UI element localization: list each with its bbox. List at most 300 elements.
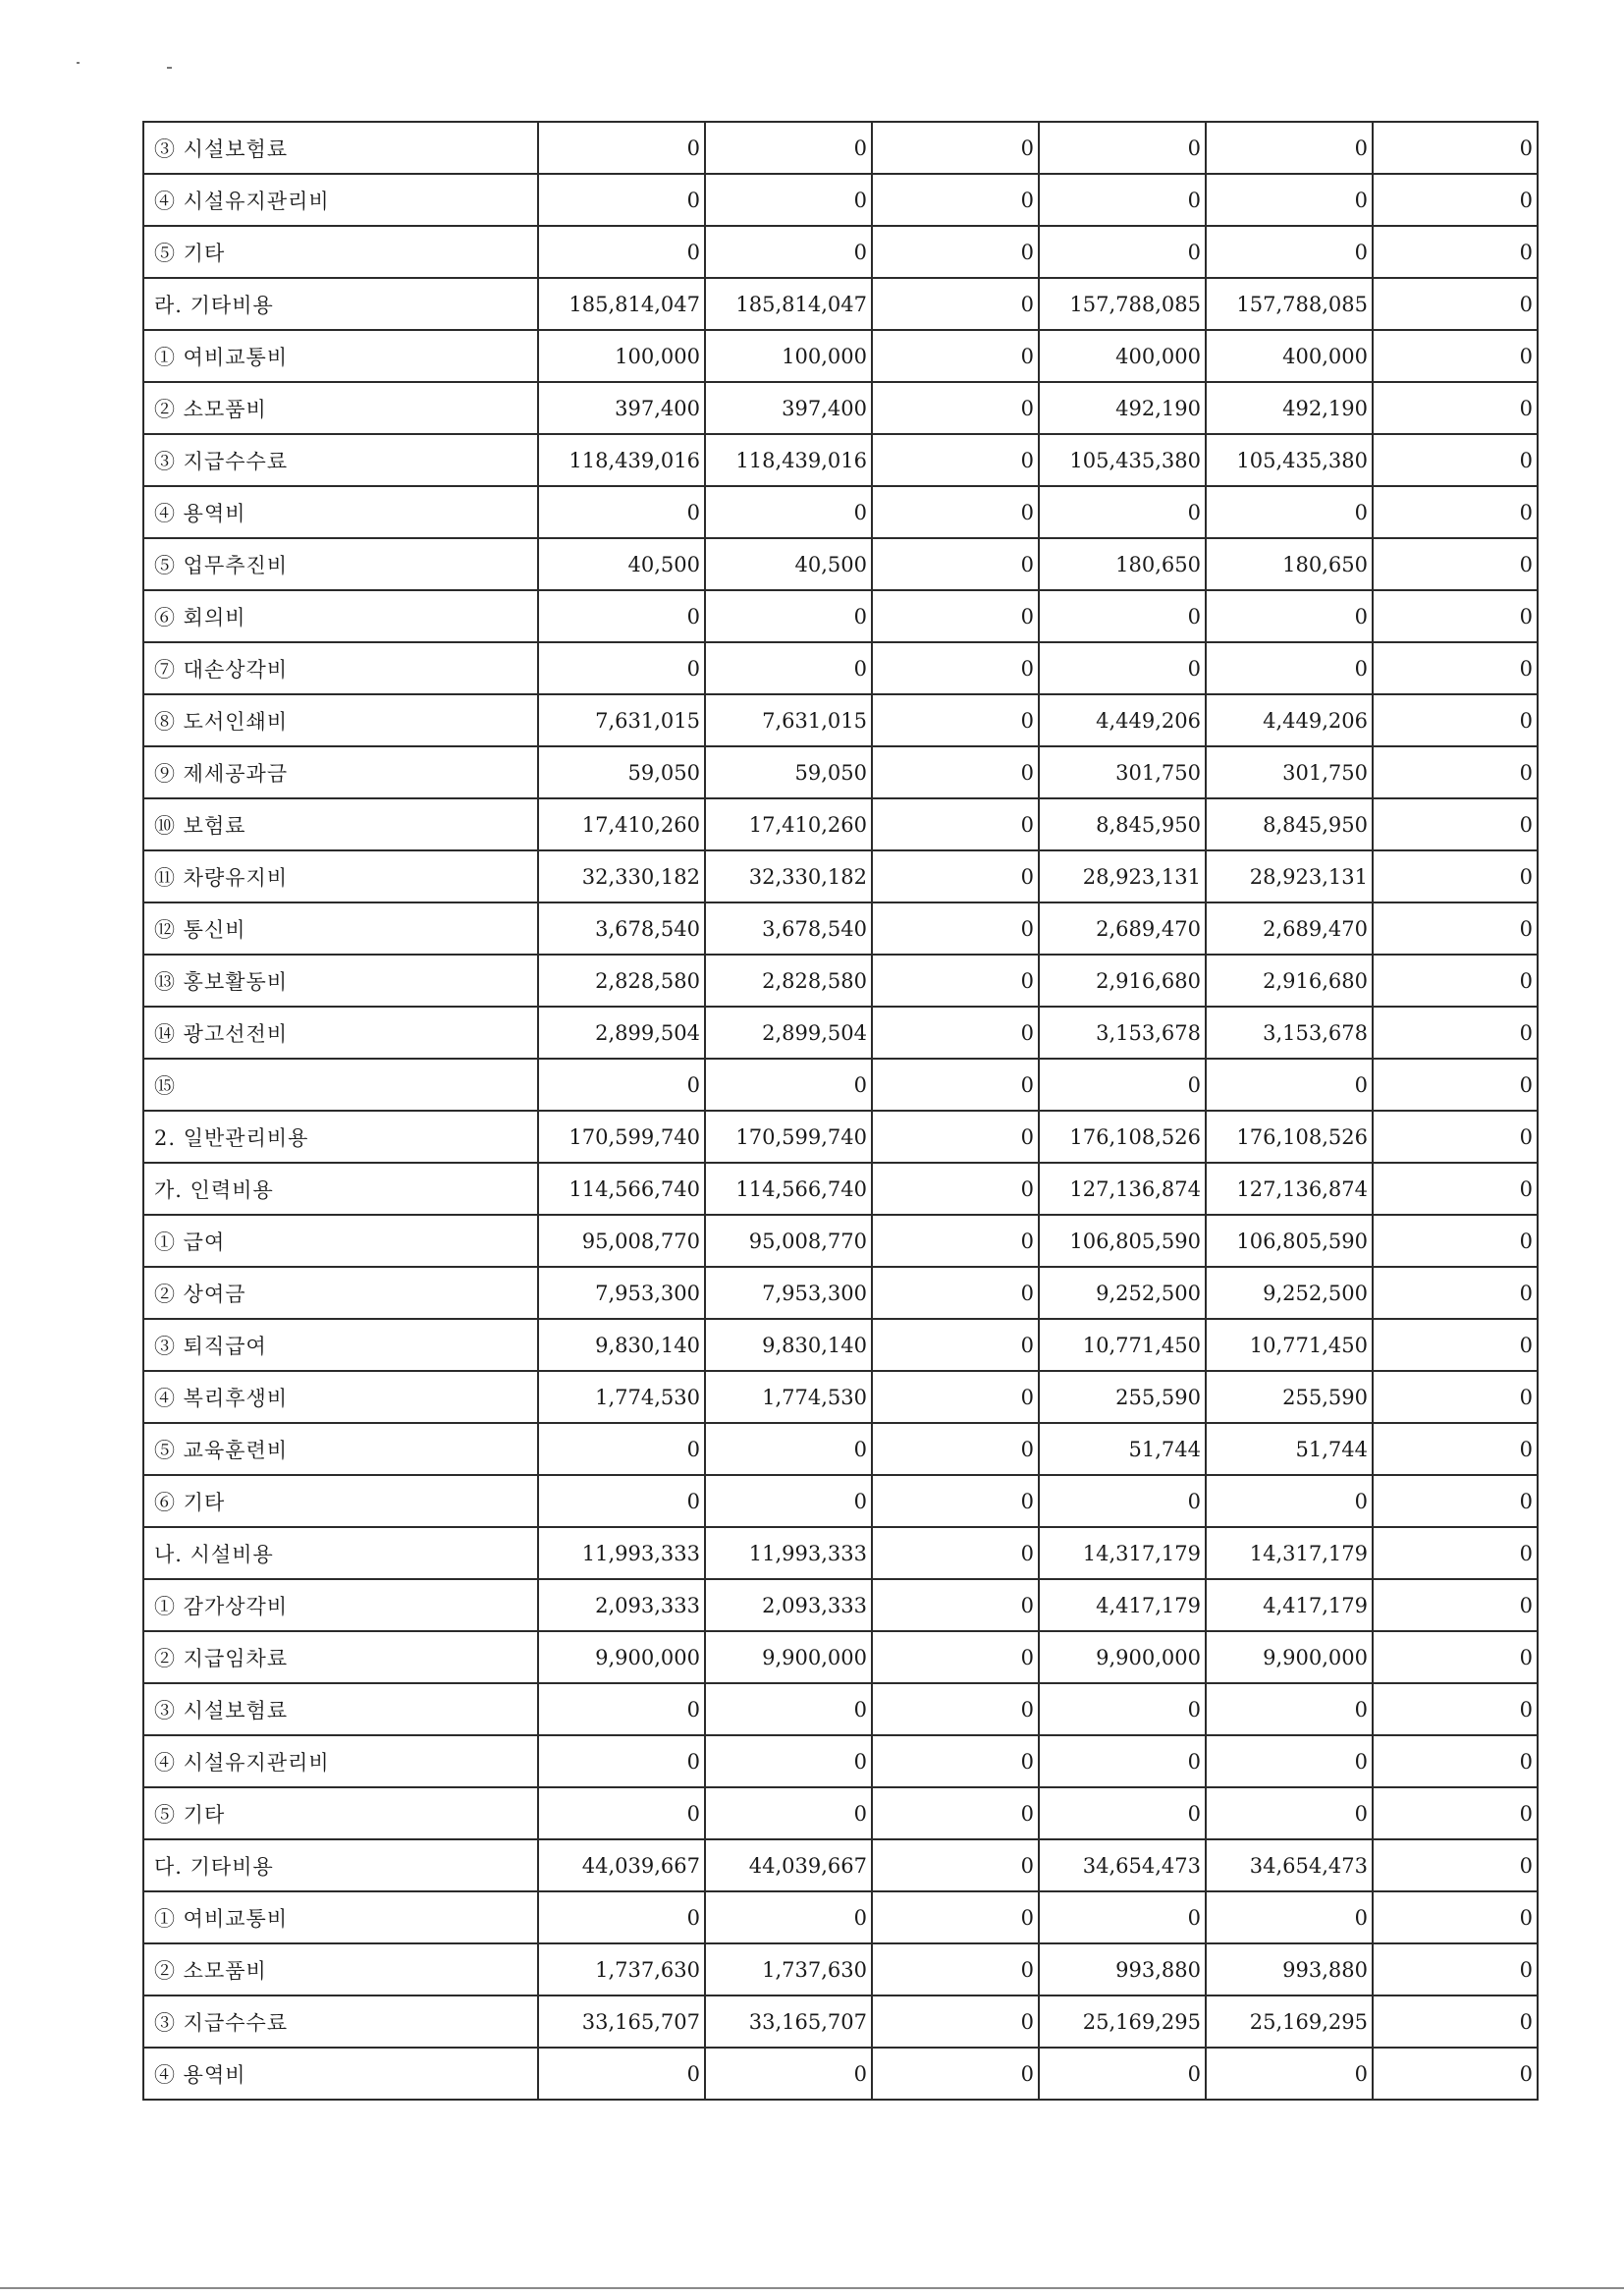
amount-cell: 0 [1206, 1891, 1373, 1943]
row-label: ⑩ 보험료 [143, 798, 538, 850]
amount-cell: 10,771,450 [1039, 1319, 1206, 1371]
amount-cell: 3,678,540 [705, 902, 872, 955]
amount-cell: 0 [705, 1423, 872, 1475]
table-row [143, 1579, 1538, 1631]
row-label: ④ 용역비 [143, 486, 538, 538]
amount-cell: 44,039,667 [705, 1839, 872, 1891]
row-label: ② 소모품비 [143, 1943, 538, 1995]
amount-cell: 0 [538, 642, 705, 694]
table-row [143, 694, 1538, 746]
amount-cell: 0 [872, 1059, 1039, 1111]
amount-cell: 0 [1373, 1995, 1538, 2048]
amount-cell: 185,814,047 [705, 278, 872, 330]
amount-cell: 0 [872, 1267, 1039, 1319]
amount-cell: 25,169,295 [1206, 1995, 1373, 2048]
table-row [143, 2048, 1538, 2100]
amount-cell: 0 [1373, 1215, 1538, 1267]
amount-cell: 0 [1039, 1475, 1206, 1527]
amount-cell: 0 [1373, 330, 1538, 382]
amount-cell: 114,566,740 [705, 1163, 872, 1215]
amount-cell: 0 [1373, 798, 1538, 850]
amount-cell: 2,899,504 [538, 1007, 705, 1059]
row-label: ⑤ 업무추진비 [143, 538, 538, 590]
amount-cell: 0 [1039, 1735, 1206, 1787]
table-row [143, 1995, 1538, 2048]
amount-cell: 7,953,300 [705, 1267, 872, 1319]
amount-cell: 0 [1373, 1735, 1538, 1787]
amount-cell: 0 [872, 1943, 1039, 1995]
expense-table [142, 121, 1539, 2101]
amount-cell: 0 [538, 174, 705, 226]
amount-cell: 400,000 [1206, 330, 1373, 382]
amount-cell: 0 [872, 434, 1039, 486]
amount-cell: 0 [872, 1163, 1039, 1215]
amount-cell: 0 [538, 226, 705, 278]
amount-cell: 0 [1373, 850, 1538, 902]
amount-cell: 2,689,470 [1039, 902, 1206, 955]
table-row [143, 746, 1538, 798]
amount-cell: 0 [1373, 1475, 1538, 1527]
amount-cell: 0 [1373, 486, 1538, 538]
amount-cell: 2,916,680 [1039, 955, 1206, 1007]
amount-cell: 0 [1373, 1111, 1538, 1163]
row-label: ① 감가상각비 [143, 1579, 538, 1631]
table-row [143, 1527, 1538, 1579]
row-label: ⑪ 차량유지비 [143, 850, 538, 902]
amount-cell: 0 [1373, 538, 1538, 590]
table-row [143, 122, 1538, 174]
row-label: 가. 인력비용 [143, 1163, 538, 1215]
row-label: ⑭ 광고선전비 [143, 1007, 538, 1059]
amount-cell: 0 [1373, 1371, 1538, 1423]
amount-cell: 9,900,000 [1206, 1631, 1373, 1683]
row-label: ① 여비교통비 [143, 330, 538, 382]
row-label: ⑥ 회의비 [143, 590, 538, 642]
amount-cell: 33,165,707 [538, 1995, 705, 2048]
row-label: ⑤ 기타 [143, 1787, 538, 1839]
amount-cell: 0 [1373, 902, 1538, 955]
table-row [143, 902, 1538, 955]
amount-cell: 0 [1206, 1735, 1373, 1787]
amount-cell: 0 [872, 1631, 1039, 1683]
amount-cell: 0 [1206, 174, 1373, 226]
amount-cell: 176,108,526 [1039, 1111, 1206, 1163]
amount-cell: 4,417,179 [1206, 1579, 1373, 1631]
row-label: ④ 시설유지관리비 [143, 1735, 538, 1787]
amount-cell: 0 [872, 330, 1039, 382]
amount-cell: 0 [705, 486, 872, 538]
amount-cell: 32,330,182 [538, 850, 705, 902]
row-label: ③ 지급수수료 [143, 1995, 538, 2048]
amount-cell: 301,750 [1039, 746, 1206, 798]
amount-cell: 0 [1039, 1787, 1206, 1839]
table-row [143, 226, 1538, 278]
row-label: ④ 용역비 [143, 2048, 538, 2100]
amount-cell: 0 [1039, 122, 1206, 174]
amount-cell: 0 [872, 1839, 1039, 1891]
amount-cell: 51,744 [1206, 1423, 1373, 1475]
amount-cell: 0 [872, 1579, 1039, 1631]
table-row [143, 330, 1538, 382]
amount-cell: 0 [872, 1007, 1039, 1059]
amount-cell: 0 [1206, 226, 1373, 278]
amount-cell: 301,750 [1206, 746, 1373, 798]
amount-cell: 185,814,047 [538, 278, 705, 330]
amount-cell: 2,828,580 [538, 955, 705, 1007]
amount-cell: 9,830,140 [538, 1319, 705, 1371]
amount-cell: 0 [705, 590, 872, 642]
amount-cell: 0 [872, 590, 1039, 642]
table-row [143, 1267, 1538, 1319]
amount-cell: 100,000 [705, 330, 872, 382]
amount-cell: 0 [1206, 1787, 1373, 1839]
row-label: ③ 시설보험료 [143, 122, 538, 174]
amount-cell: 8,845,950 [1206, 798, 1373, 850]
amount-cell: 400,000 [1039, 330, 1206, 382]
amount-cell: 0 [1373, 1059, 1538, 1111]
amount-cell: 0 [1039, 174, 1206, 226]
amount-cell: 397,400 [538, 382, 705, 434]
row-label: ③ 시설보험료 [143, 1683, 538, 1735]
table-row [143, 1423, 1538, 1475]
amount-cell: 0 [705, 1683, 872, 1735]
amount-cell: 10,771,450 [1206, 1319, 1373, 1371]
amount-cell: 0 [1206, 1475, 1373, 1527]
table-row [143, 1163, 1538, 1215]
amount-cell: 0 [705, 1735, 872, 1787]
amount-cell: 0 [1373, 1891, 1538, 1943]
amount-cell: 40,500 [705, 538, 872, 590]
amount-cell: 0 [872, 278, 1039, 330]
amount-cell: 106,805,590 [1039, 1215, 1206, 1267]
table-row [143, 1319, 1538, 1371]
amount-cell: 0 [872, 382, 1039, 434]
amount-cell: 0 [1373, 1267, 1538, 1319]
amount-cell: 95,008,770 [538, 1215, 705, 1267]
amount-cell: 0 [1373, 1631, 1538, 1683]
amount-cell: 397,400 [705, 382, 872, 434]
amount-cell: 14,317,179 [1206, 1527, 1373, 1579]
amount-cell: 7,631,015 [705, 694, 872, 746]
row-label: ③ 지급수수료 [143, 434, 538, 486]
amount-cell: 0 [1373, 1579, 1538, 1631]
amount-cell: 0 [705, 642, 872, 694]
row-label: ③ 퇴직급여 [143, 1319, 538, 1371]
row-label: ② 지급임차료 [143, 1631, 538, 1683]
table-row [143, 1475, 1538, 1527]
row-label: ⑤ 기타 [143, 226, 538, 278]
table-row [143, 1683, 1538, 1735]
amount-cell: 105,435,380 [1039, 434, 1206, 486]
amount-cell: 11,993,333 [705, 1527, 872, 1579]
amount-cell: 0 [1373, 955, 1538, 1007]
table-row [143, 1787, 1538, 1839]
amount-cell: 0 [538, 486, 705, 538]
amount-cell: 118,439,016 [705, 434, 872, 486]
amount-cell: 0 [1373, 1163, 1538, 1215]
amount-cell: 0 [1373, 1007, 1538, 1059]
amount-cell: 0 [1373, 1527, 1538, 1579]
amount-cell: 0 [1373, 122, 1538, 174]
amount-cell: 0 [872, 850, 1039, 902]
scan-speck [167, 67, 172, 69]
amount-cell: 8,845,950 [1039, 798, 1206, 850]
amount-cell: 0 [1039, 642, 1206, 694]
amount-cell: 0 [1039, 590, 1206, 642]
amount-cell: 255,590 [1206, 1371, 1373, 1423]
amount-cell: 0 [872, 902, 1039, 955]
amount-cell: 33,165,707 [705, 1995, 872, 2048]
amount-cell: 0 [872, 1475, 1039, 1527]
amount-cell: 0 [1373, 278, 1538, 330]
amount-cell: 0 [872, 1735, 1039, 1787]
amount-cell: 0 [872, 1527, 1039, 1579]
amount-cell: 95,008,770 [705, 1215, 872, 1267]
amount-cell: 0 [538, 1423, 705, 1475]
amount-cell: 0 [705, 1475, 872, 1527]
table-row [143, 382, 1538, 434]
row-label: ① 여비교통비 [143, 1891, 538, 1943]
amount-cell: 0 [872, 174, 1039, 226]
amount-cell: 0 [705, 1059, 872, 1111]
amount-cell: 17,410,260 [538, 798, 705, 850]
amount-cell: 157,788,085 [1039, 278, 1206, 330]
table-row [143, 1891, 1538, 1943]
amount-cell: 0 [872, 2048, 1039, 2100]
amount-cell: 0 [1373, 2048, 1538, 2100]
amount-cell: 2,093,333 [538, 1579, 705, 1631]
amount-cell: 0 [872, 1787, 1039, 1839]
amount-cell: 34,654,473 [1206, 1839, 1373, 1891]
amount-cell: 9,900,000 [1039, 1631, 1206, 1683]
amount-cell: 0 [872, 1891, 1039, 1943]
amount-cell: 993,880 [1206, 1943, 1373, 1995]
amount-cell: 9,900,000 [705, 1631, 872, 1683]
amount-cell: 0 [872, 746, 1039, 798]
amount-cell: 0 [1373, 1319, 1538, 1371]
amount-cell: 0 [1039, 226, 1206, 278]
amount-cell: 114,566,740 [538, 1163, 705, 1215]
row-label: ⑮ [143, 1059, 538, 1111]
amount-cell: 3,153,678 [1206, 1007, 1373, 1059]
amount-cell: 0 [1373, 174, 1538, 226]
amount-cell: 0 [872, 694, 1039, 746]
amount-cell: 170,599,740 [538, 1111, 705, 1163]
table-row [143, 1111, 1538, 1163]
amount-cell: 0 [1039, 1891, 1206, 1943]
expense-table-body [143, 122, 1538, 2100]
amount-cell: 0 [872, 955, 1039, 1007]
amount-cell: 0 [538, 1787, 705, 1839]
amount-cell: 0 [705, 1891, 872, 1943]
amount-cell: 0 [538, 1735, 705, 1787]
table-row [143, 1631, 1538, 1683]
amount-cell: 4,449,206 [1039, 694, 1206, 746]
amount-cell: 0 [872, 1215, 1039, 1267]
amount-cell: 0 [1373, 1423, 1538, 1475]
amount-cell: 0 [872, 1371, 1039, 1423]
amount-cell: 0 [1373, 1787, 1538, 1839]
amount-cell: 0 [538, 1059, 705, 1111]
amount-cell: 28,923,131 [1039, 850, 1206, 902]
amount-cell: 180,650 [1039, 538, 1206, 590]
table-row [143, 434, 1538, 486]
amount-cell: 2,828,580 [705, 955, 872, 1007]
amount-cell: 3,153,678 [1039, 1007, 1206, 1059]
amount-cell: 9,900,000 [538, 1631, 705, 1683]
amount-cell: 180,650 [1206, 538, 1373, 590]
row-label: ⑨ 제세공과금 [143, 746, 538, 798]
amount-cell: 0 [872, 1111, 1039, 1163]
amount-cell: 0 [1039, 1683, 1206, 1735]
table-row [143, 1735, 1538, 1787]
amount-cell: 0 [1373, 642, 1538, 694]
amount-cell: 0 [538, 1475, 705, 1527]
amount-cell: 44,039,667 [538, 1839, 705, 1891]
amount-cell: 492,190 [1206, 382, 1373, 434]
table-row [143, 798, 1538, 850]
amount-cell: 1,774,530 [705, 1371, 872, 1423]
amount-cell: 0 [1039, 486, 1206, 538]
amount-cell: 17,410,260 [705, 798, 872, 850]
amount-cell: 0 [1206, 1683, 1373, 1735]
amount-cell: 105,435,380 [1206, 434, 1373, 486]
row-label: ⑤ 교육훈련비 [143, 1423, 538, 1475]
row-label: 2. 일반관리비용 [143, 1111, 538, 1163]
amount-cell: 4,417,179 [1039, 1579, 1206, 1631]
row-label: ⑫ 통신비 [143, 902, 538, 955]
amount-cell: 11,993,333 [538, 1527, 705, 1579]
table-row [143, 174, 1538, 226]
row-label: ⑦ 대손상각비 [143, 642, 538, 694]
amount-cell: 2,916,680 [1206, 955, 1373, 1007]
amount-cell: 492,190 [1039, 382, 1206, 434]
amount-cell: 0 [705, 122, 872, 174]
amount-cell: 0 [1373, 590, 1538, 642]
amount-cell: 51,744 [1039, 1423, 1206, 1475]
amount-cell: 1,737,630 [538, 1943, 705, 1995]
amount-cell: 0 [872, 1319, 1039, 1371]
table-row [143, 538, 1538, 590]
amount-cell: 0 [1373, 226, 1538, 278]
amount-cell: 0 [1206, 642, 1373, 694]
row-label: 나. 시설비용 [143, 1527, 538, 1579]
amount-cell: 59,050 [538, 746, 705, 798]
amount-cell: 0 [705, 174, 872, 226]
amount-cell: 0 [1206, 590, 1373, 642]
amount-cell: 0 [1373, 1943, 1538, 1995]
row-label: ① 급여 [143, 1215, 538, 1267]
amount-cell: 0 [1373, 694, 1538, 746]
amount-cell: 176,108,526 [1206, 1111, 1373, 1163]
amount-cell: 14,317,179 [1039, 1527, 1206, 1579]
table-row [143, 1839, 1538, 1891]
amount-cell: 0 [872, 486, 1039, 538]
amount-cell: 25,169,295 [1039, 1995, 1206, 2048]
amount-cell: 0 [538, 2048, 705, 2100]
amount-cell: 0 [872, 1683, 1039, 1735]
table-row [143, 1215, 1538, 1267]
row-label: ② 상여금 [143, 1267, 538, 1319]
row-label: ② 소모품비 [143, 382, 538, 434]
table-row [143, 1371, 1538, 1423]
amount-cell: 59,050 [705, 746, 872, 798]
amount-cell: 2,093,333 [705, 1579, 872, 1631]
amount-cell: 4,449,206 [1206, 694, 1373, 746]
amount-cell: 127,136,874 [1039, 1163, 1206, 1215]
table-row [143, 642, 1538, 694]
amount-cell: 157,788,085 [1206, 278, 1373, 330]
table-row [143, 1943, 1538, 1995]
row-label: ⑥ 기타 [143, 1475, 538, 1527]
amount-cell: 28,923,131 [1206, 850, 1373, 902]
table-row [143, 955, 1538, 1007]
amount-cell: 106,805,590 [1206, 1215, 1373, 1267]
amount-cell: 170,599,740 [705, 1111, 872, 1163]
amount-cell: 0 [872, 226, 1039, 278]
amount-cell: 0 [1373, 434, 1538, 486]
amount-cell: 0 [1206, 122, 1373, 174]
amount-cell: 7,953,300 [538, 1267, 705, 1319]
amount-cell: 2,899,504 [705, 1007, 872, 1059]
amount-cell: 0 [1373, 746, 1538, 798]
amount-cell: 0 [538, 590, 705, 642]
amount-cell: 255,590 [1039, 1371, 1206, 1423]
amount-cell: 0 [705, 2048, 872, 2100]
amount-cell: 1,737,630 [705, 1943, 872, 1995]
amount-cell: 0 [705, 226, 872, 278]
amount-cell: 100,000 [538, 330, 705, 382]
amount-cell: 0 [872, 122, 1039, 174]
amount-cell: 0 [872, 642, 1039, 694]
amount-cell: 40,500 [538, 538, 705, 590]
amount-cell: 3,678,540 [538, 902, 705, 955]
amount-cell: 0 [538, 122, 705, 174]
amount-cell: 32,330,182 [705, 850, 872, 902]
amount-cell: 2,689,470 [1206, 902, 1373, 955]
amount-cell: 0 [1206, 2048, 1373, 2100]
table-row [143, 1007, 1538, 1059]
amount-cell: 0 [1206, 1059, 1373, 1111]
amount-cell: 0 [872, 798, 1039, 850]
amount-cell: 0 [1373, 1839, 1538, 1891]
table-row [143, 486, 1538, 538]
row-label: ⑬ 홍보활동비 [143, 955, 538, 1007]
amount-cell: 0 [538, 1683, 705, 1735]
amount-cell: 127,136,874 [1206, 1163, 1373, 1215]
amount-cell: 993,880 [1039, 1943, 1206, 1995]
amount-cell: 0 [538, 1891, 705, 1943]
row-label: 라. 기타비용 [143, 278, 538, 330]
amount-cell: 9,252,500 [1039, 1267, 1206, 1319]
amount-cell: 34,654,473 [1039, 1839, 1206, 1891]
table-row [143, 850, 1538, 902]
row-label: ⑧ 도서인쇄비 [143, 694, 538, 746]
amount-cell: 0 [1373, 1683, 1538, 1735]
amount-cell: 0 [872, 1423, 1039, 1475]
row-label: ④ 복리후생비 [143, 1371, 538, 1423]
amount-cell: 118,439,016 [538, 434, 705, 486]
scan-speck [77, 62, 80, 64]
table-row [143, 278, 1538, 330]
page-bottom-edge [0, 2287, 1624, 2289]
amount-cell: 0 [705, 1787, 872, 1839]
row-label: 다. 기타비용 [143, 1839, 538, 1891]
amount-cell: 0 [1039, 1059, 1206, 1111]
table-row [143, 590, 1538, 642]
table-row [143, 1059, 1538, 1111]
amount-cell: 0 [1206, 486, 1373, 538]
